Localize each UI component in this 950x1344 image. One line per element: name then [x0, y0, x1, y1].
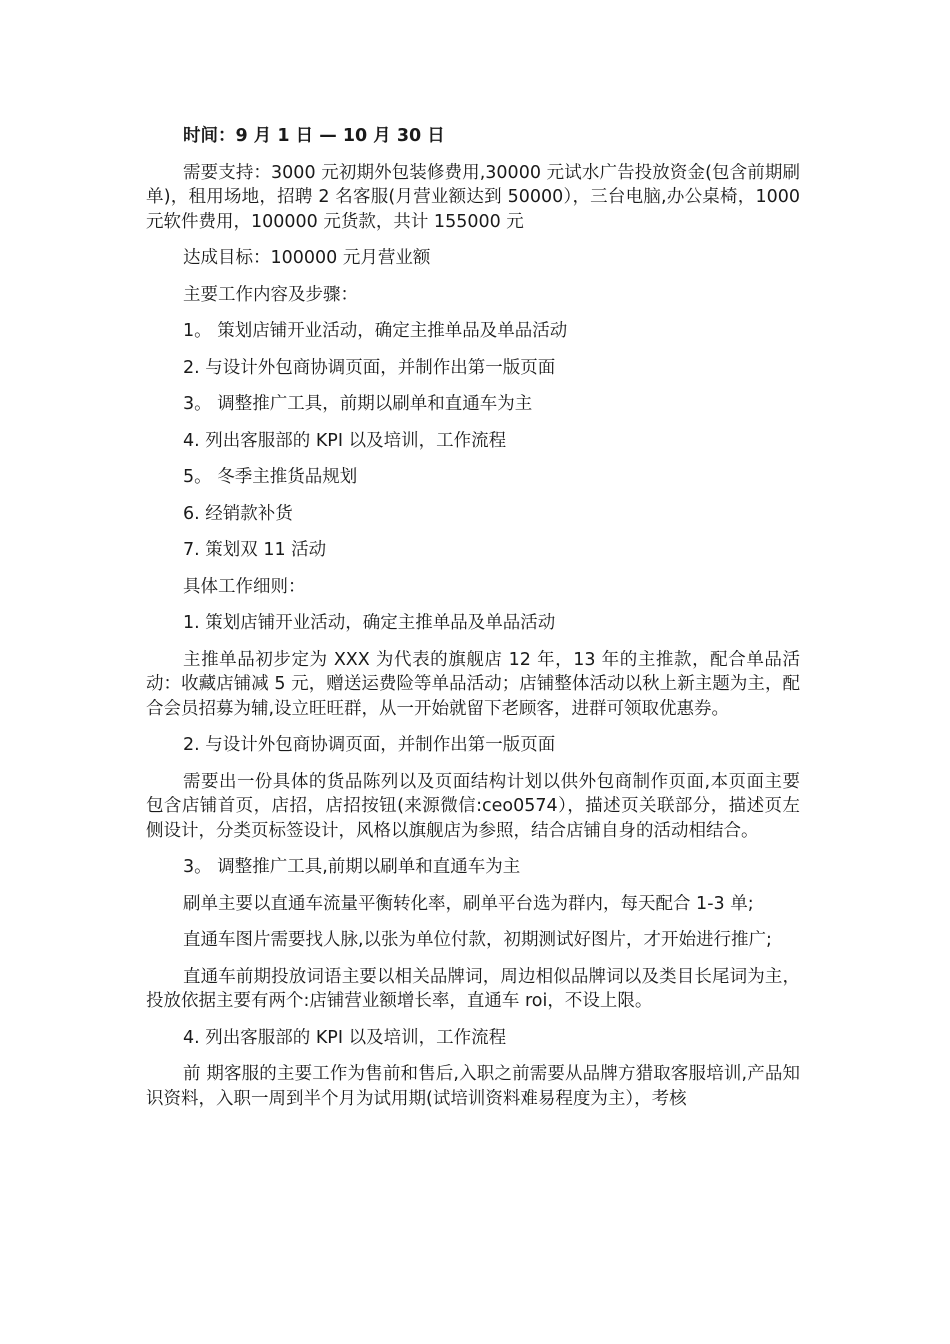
step-item: 1。 策划店铺开业活动，确定主推单品及单品活动 [183, 321, 568, 341]
step-item: 5。 冬季主推货品规划 [183, 467, 358, 487]
details-heading: 具体工作细则： [183, 576, 306, 597]
time-range: 时间：9 月 1 日 — 10 月 30 日 [183, 126, 445, 146]
step-item: 2. 与设计外包商协调页面，并制作出第一版页面 [183, 357, 556, 378]
detail-section-title: 4. 列出客服部的 KPI 以及培训，工作流程 [183, 1027, 507, 1048]
support-requirements: 需要支持：3000 元初期外包装修费用,30000 元试水广告投放资金(包含前期刷单)，租用场地，招聘 2 名客服(月营业额达到 50000），三台电脑,办公桌椅，1000 元软件费用，100000 元货款，共计 155000 元 [146, 162, 800, 232]
main-steps-heading: 主要工作内容及步骤： [183, 284, 358, 305]
detail-section-body: 需要出一份具体的货品陈列以及页面结构计划以供外包商制作页面,本页面主要包含店铺首页，店招，店招按钮(来源微信:ceo0574），描述页关联部分，描述页左侧设计，分类页标签设计，风格以旗舰店为参照，结合店铺自身的活动相结合。 [146, 771, 800, 841]
detail-section-body: 直通车图片需要找人脉,以张为单位付款，初期测试好图片，才开始进行推广; [183, 930, 772, 950]
document-body [146, 124, 800, 1111]
detail-section-body: 前 期客服的主要工作为售前和售后,入职之前需要从品牌方猎取客服培训,产品知识资料，入职一周到半个月为试用期(试培训资料难易程度为主），考核 [146, 1064, 800, 1109]
step-item: 3。 调整推广工具，前期以刷单和直通车为主 [183, 394, 533, 414]
step-item: 7. 策划双 11 活动 [183, 540, 327, 560]
detail-section-body: 主推单品初步定为 XXX 为代表的旗舰店 12 年，13 年的主推款，配合单品活动：收藏店铺减 5 元，赠送运费险等单品活动；店铺整体活动以秋上新主题为主，配合会员招募为辅,设立旺旺群，从一开始就留下老顾客，进群可领取优惠券。 [146, 649, 800, 719]
detail-section-title: 2. 与设计外包商协调页面，并制作出第一版页面 [183, 735, 556, 755]
step-item: 4. 列出客服部的 KPI 以及培训，工作流程 [183, 430, 507, 451]
detail-section-title: 3。 调整推广工具,前期以刷单和直通车为主 [183, 857, 521, 877]
step-item: 6. 经销款补货 [183, 503, 293, 524]
detail-section-title: 1. 策划店铺开业活动，确定主推单品及单品活动 [183, 613, 556, 633]
detail-section-body: 直通车前期投放词语主要以相关品牌词，周边相似品牌词以及类目长尾词为主，投放依据主要有两个:店铺营业额增长率，直通车 roi，不设上限。 [146, 966, 800, 1011]
detail-section-body: 刷单主要以直通车流量平衡转化率，刷单平台选为群内，每天配合 1-3 单; [183, 893, 754, 914]
target-goal: 达成目标：100000 元月营业额 [183, 248, 431, 268]
